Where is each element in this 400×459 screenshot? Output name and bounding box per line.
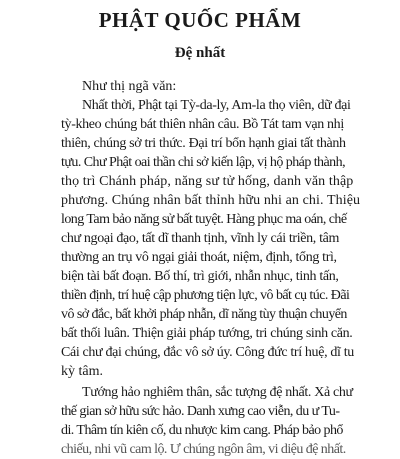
text-line: tỳ-kheo chúng bát thiên nhân câu. Bồ Tát tam vạn nhị xyxy=(61,117,344,132)
text-line: Như thị ngã văn: xyxy=(82,79,177,94)
text-line: thiền định, trí huệ cập phương tiện lực, vô bất cụ túc. Đãi xyxy=(61,288,350,303)
text-line: Nhất thời, Phật tại Tỳ-da-ly, Am-la thọ viên, dữ đại xyxy=(82,98,351,113)
text-line: kỳ tâm. xyxy=(61,364,103,379)
text-line: vô sở đắc, bất khởi pháp nhẫn, dĩ năng tùy thuận chuyển xyxy=(61,307,347,322)
text-line: Cái chư đại chúng, đắc vô sở úy. Công đức trí huệ, dĩ tu xyxy=(61,345,354,360)
text-line: thiên, chúng sở tri thức. Đại trí bổn hạnh giai tất thành xyxy=(61,136,346,151)
text-line: tựu. Chư Phật oai thần chi sở kiến lập, vị hộ pháp thành, xyxy=(61,155,346,170)
text-line: thường an trụ vô ngại giải thoát, niệm, định, tổng trì, xyxy=(61,250,337,265)
text-line: long Tam bảo năng sử bất tuyệt. Hàng phục ma oán, chế xyxy=(61,212,347,227)
text-line: thọ trì Chánh pháp, năng sư tử hống, danh văn thập xyxy=(61,174,354,189)
text-line: chiếu, nhi vũ cam lộ. Ư chúng ngôn âm, vi diệu đệ nhất. xyxy=(61,442,346,457)
chapter-subtitle: Đệ nhất xyxy=(174,45,226,61)
chapter-title: PHẬT QUỐC PHẨM xyxy=(98,8,302,32)
text-line: chư ngoại đạo, tất dĩ thanh tịnh, vĩnh ly cái triền, tâm xyxy=(61,231,340,246)
text-line: phương. Chúng nhân bất thỉnh hữu nhi an chi. Thiệu xyxy=(61,193,361,208)
text-line: bất thối luân. Thiện giải pháp tướng, tri chúng sinh căn. xyxy=(61,326,353,341)
text-line: thế gian sở hữu sức hảo. Danh xưng cao viễn, du ư Tu- xyxy=(61,404,340,419)
text-line: biện tài bất đoạn. Bố thí, trì giới, nhẫn nhục, tinh tấn, xyxy=(61,269,339,284)
text-line: di. Thâm tín kiên cố, du nhược kim cang. Pháp bảo phổ xyxy=(61,423,343,438)
text-line: Tướng hảo nghiêm thân, sắc tượng đệ nhất. Xả chư xyxy=(82,385,353,400)
